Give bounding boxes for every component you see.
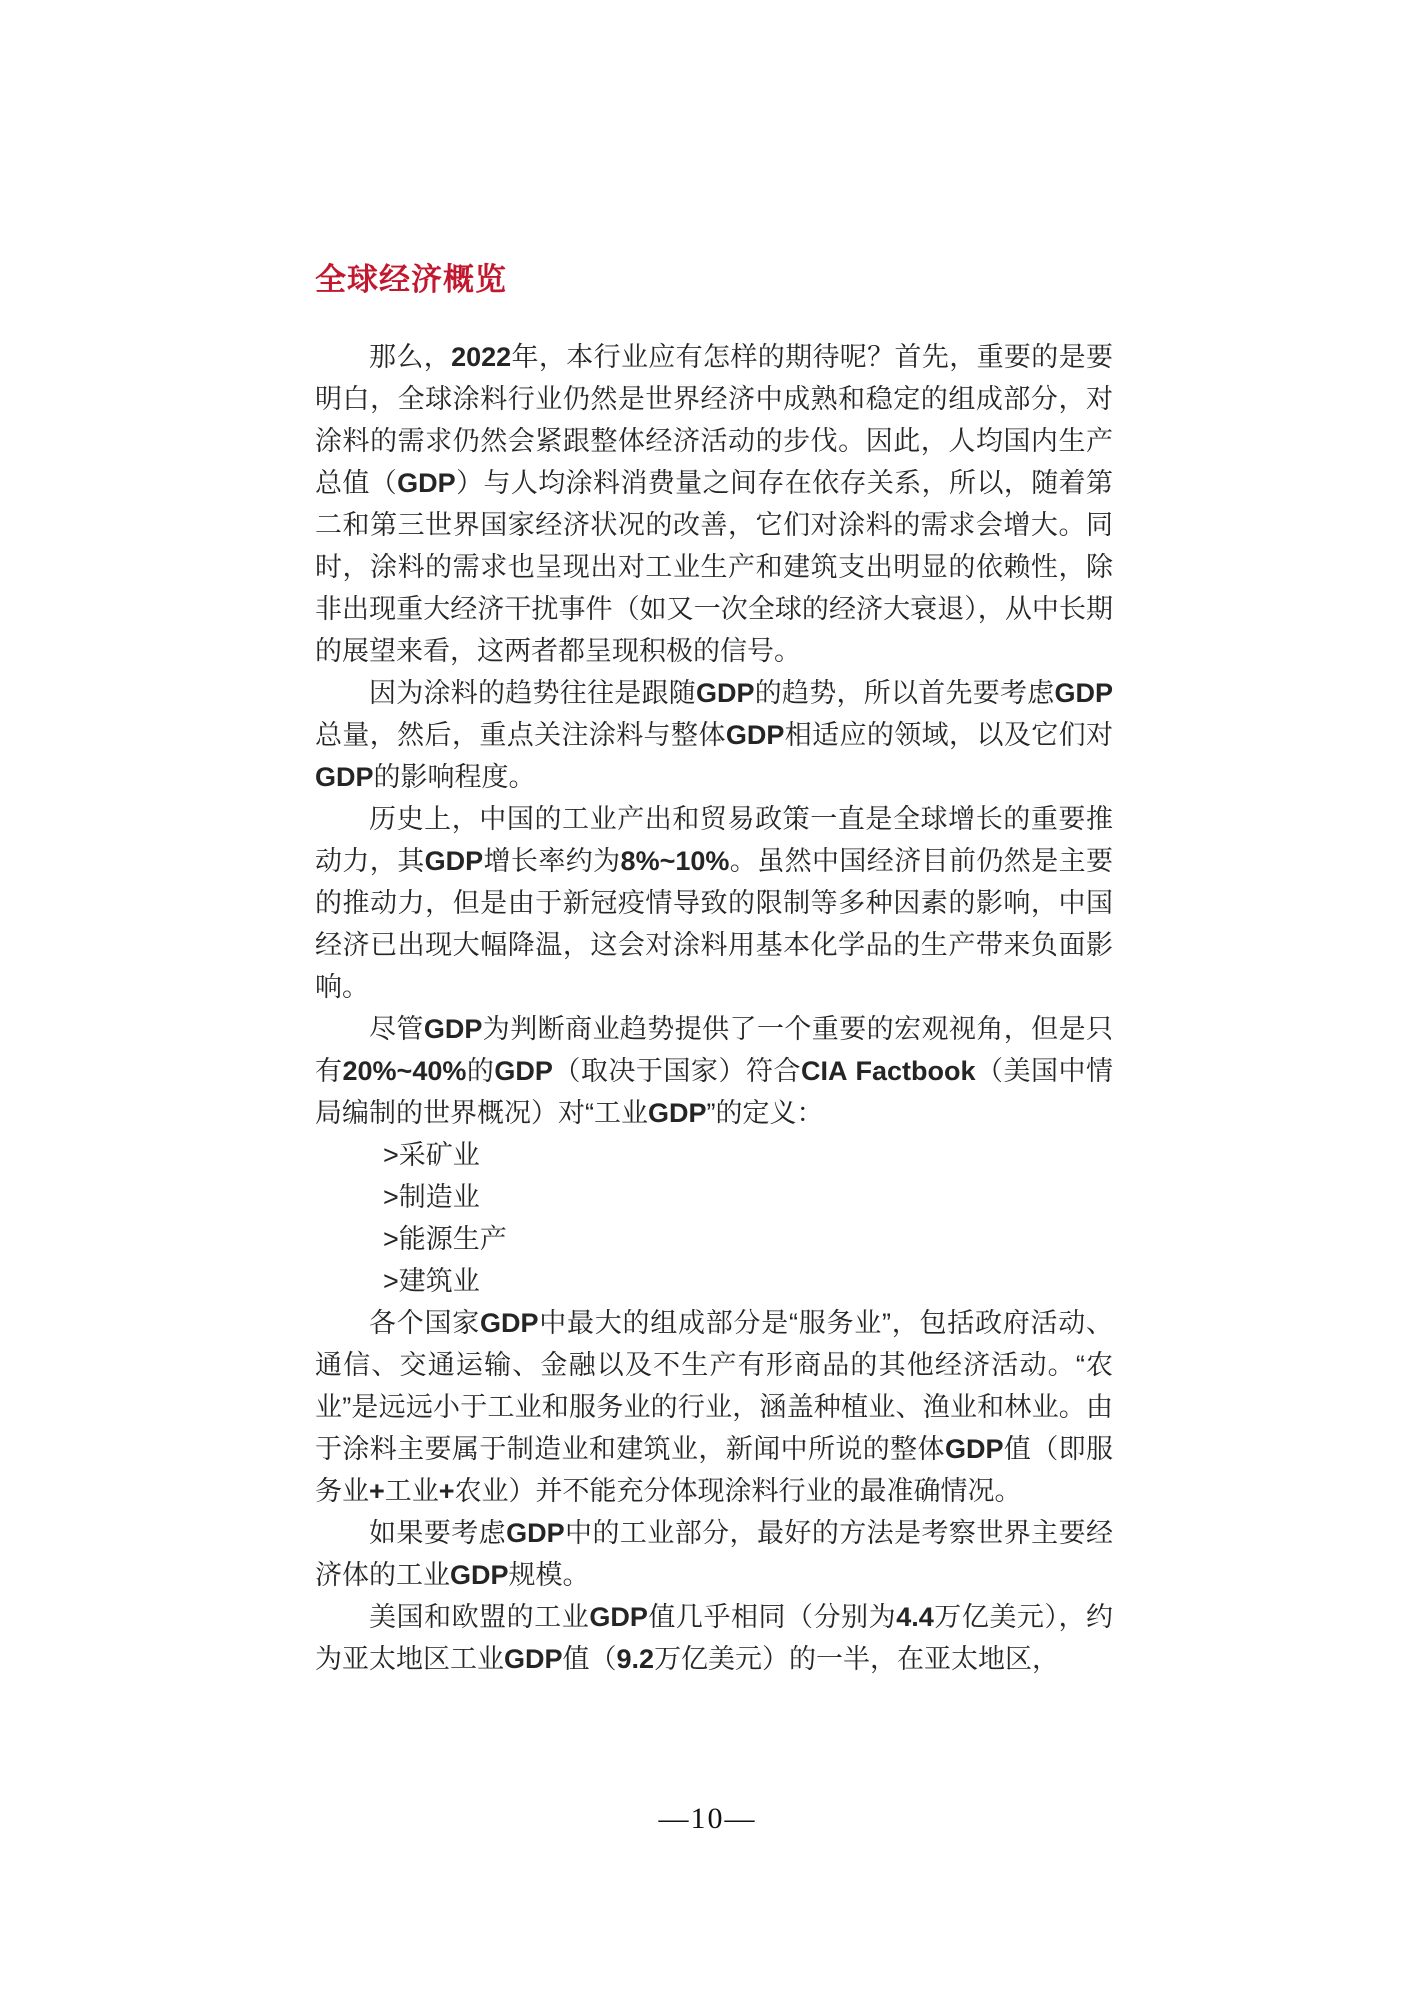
paragraph: 尽管GDP为判断商业趋势提供了一个重要的宏观视角，但是只有20%~40%的GDP（取决于国家）符合CIA Factbook（美国中情局编制的世界概况）对“工业GDP”的定义： [315, 1014, 1114, 1128]
list-item: >采矿业 [383, 1140, 480, 1170]
paragraph: 如果要考虑GDP中的工业部分，最好的方法是考察世界主要经济体的工业GDP规模。 [315, 1518, 1114, 1590]
paragraph: 那么，2022年，本行业应有怎样的期待呢？首先，重要的是要明白，全球涂料行业仍然是世界经济中成熟和稳定的组成部分，对涂料的需求仍然会紧跟整体经济活动的步伐。因此，人均国内生产总值（GDP）与人均涂料消费量之间存在依存关系，所以，随着第二和第三世界国家经济状况的改善，它们对涂料的需求会增大。同时，涂料的需求也呈现出对工业生产和建筑支出明显的依赖性，除非出现重大经济干扰事件（如又一次全球的经济大衰退），从中长期的展望来看，这两者都呈现积极的信号。 [315, 342, 1114, 666]
page-number: —10— [658, 1802, 757, 1835]
article [315, 262, 1113, 1680]
list-item: >建筑业 [383, 1266, 480, 1296]
paragraph: 各个国家GDP中最大的组成部分是“服务业”，包括政府活动、通信、交通运输、金融以及不生产有形商品的其他经济活动。“农业”是远远小于工业和服务业的行业，涵盖种植业、渔业和林业。由于涂料主要属于制造业和建筑业，新闻中所说的整体GDP值（即服务业+工业+农业）并不能充分体现涂料行业的最准确情况。 [315, 1308, 1114, 1506]
paragraph: 历史上，中国的工业产出和贸易政策一直是全球增长的重要推动力，其GDP增长率约为8%~10%。虽然中国经济目前仍然是主要的推动力，但是由于新冠疫情导致的限制等多种因素的影响，中国经济已出现大幅降温，这会对涂料用基本化学品的生产带来负面影响。 [315, 804, 1114, 1002]
paragraph: 因为涂料的趋势往往是跟随GDP的趋势，所以首先要考虑GDP总量，然后，重点关注涂料与整体GDP相适应的领域，以及它们对GDP的影响程度。 [315, 678, 1114, 792]
list-item: >能源生产 [383, 1224, 507, 1254]
list-item: >制造业 [383, 1182, 480, 1212]
section-heading: 全球经济概览 [315, 262, 507, 297]
industrial-gdp-list [315, 1134, 1113, 1302]
paragraph: 美国和欧盟的工业GDP值几乎相同（分别为4.4万亿美元），约为亚太地区工业GDP值（9.2万亿美元）的一半，在亚太地区， [315, 1602, 1114, 1674]
